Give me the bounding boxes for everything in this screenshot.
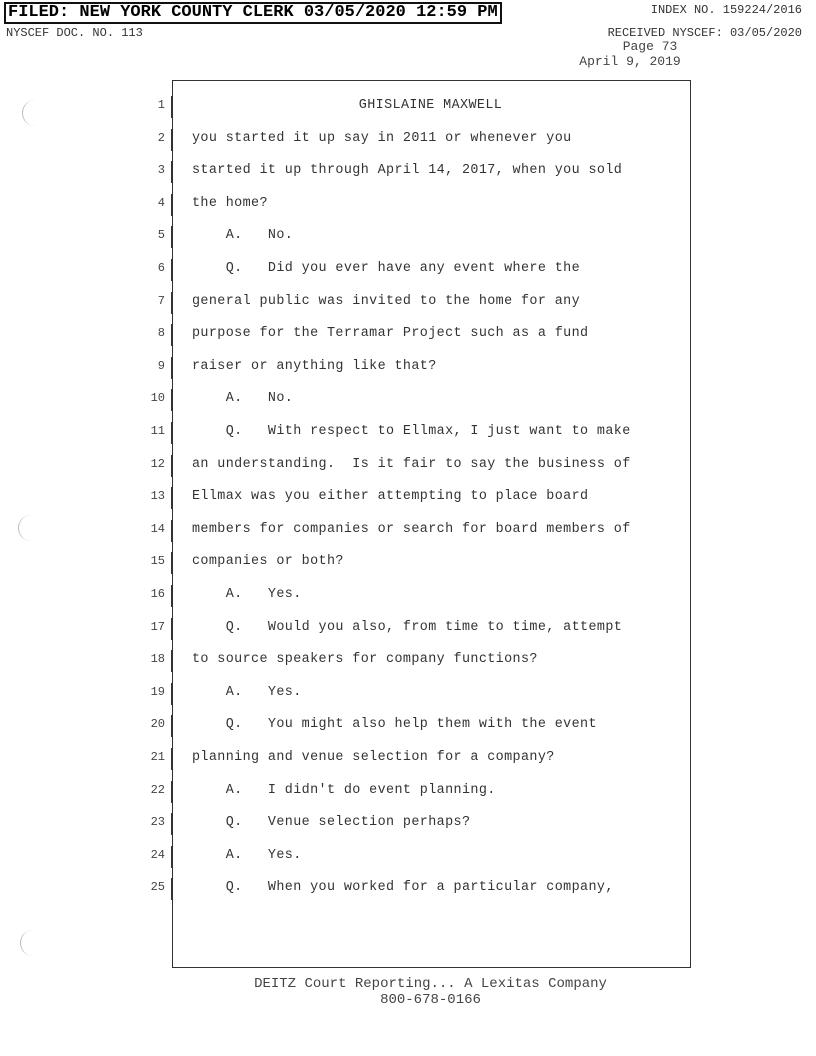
- line-number: 13: [150, 489, 165, 504]
- transcript-line: [0, 848, 700, 868]
- line-tick: [171, 422, 173, 444]
- transcript-line: [0, 261, 700, 281]
- line-number: 9: [157, 358, 165, 373]
- transcript-line: [0, 783, 700, 803]
- line-text: members for companies or search for board members of: [192, 521, 631, 537]
- line-tick: [171, 324, 173, 346]
- document-number: NYSCEF DOC. NO. 113: [6, 26, 143, 40]
- line-text: started it up through April 14, 2017, when you sold: [192, 163, 623, 179]
- transcript-line: [0, 717, 700, 737]
- line-tick: [171, 715, 173, 737]
- line-tick: [171, 292, 173, 314]
- transcript-line: [0, 522, 700, 542]
- line-text: to source speakers for company functions?: [192, 652, 538, 668]
- line-tick: [171, 129, 173, 151]
- line-tick: [171, 520, 173, 542]
- transcript-date: April 9, 2019: [579, 54, 681, 69]
- line-text: general public was invited to the home for any: [192, 293, 581, 309]
- transcript-line: [0, 359, 700, 379]
- line-text: Ellmax was you either attempting to place board: [192, 489, 589, 505]
- transcript-line: [0, 489, 700, 509]
- transcript-line: [0, 652, 700, 672]
- line-tick: [171, 161, 173, 183]
- line-tick: [171, 650, 173, 672]
- line-number: 17: [150, 619, 165, 634]
- index-number: INDEX NO. 159224/2016: [650, 3, 802, 17]
- line-number: 1: [157, 98, 165, 112]
- line-text: an understanding. Is it fair to say the business of: [192, 456, 631, 472]
- line-number: 16: [150, 587, 165, 601]
- line-number: 15: [150, 554, 165, 569]
- scan-artifact: [20, 930, 35, 956]
- line-tick: [171, 846, 173, 868]
- line-tick: [171, 226, 173, 248]
- line-number: 3: [157, 163, 165, 178]
- line-tick: [171, 194, 173, 216]
- line-number: 22: [150, 782, 165, 797]
- line-number: 2: [157, 130, 165, 145]
- page-number: Page 73: [622, 39, 678, 54]
- line-text: A. No.: [192, 391, 294, 407]
- line-text: A. No.: [192, 228, 294, 244]
- line-text: Q. When you worked for a particular company,: [192, 880, 614, 896]
- transcript-line: [0, 457, 700, 477]
- line-tick: [171, 389, 173, 411]
- line-tick: [171, 487, 173, 509]
- line-number: 7: [157, 293, 165, 308]
- transcript-line: [0, 228, 700, 248]
- filed-stamp: FILED: NEW YORK COUNTY CLERK 03/05/2020 12:59 PM: [4, 2, 502, 24]
- line-number: 19: [150, 684, 165, 699]
- line-number: 24: [150, 847, 165, 862]
- transcript-line: [0, 880, 700, 900]
- transcript-line: [0, 196, 700, 216]
- line-tick: [171, 552, 173, 574]
- transcript-line: [0, 163, 700, 183]
- line-number: 18: [150, 652, 165, 667]
- line-number: 21: [150, 750, 165, 764]
- line-number: 6: [157, 261, 165, 275]
- line-number: 11: [150, 424, 165, 438]
- line-tick: [171, 455, 173, 477]
- witness-name-heading: GHISLAINE MAXWELL: [358, 98, 503, 113]
- transcript-line: [0, 587, 700, 607]
- line-text: Q. With respect to Ellmax, I just want to make: [192, 424, 631, 439]
- line-text: you started it up say in 2011 or whenever you: [192, 130, 572, 146]
- line-text: the home?: [192, 195, 268, 211]
- line-text: A. Yes.: [192, 587, 302, 602]
- transcript-line: [0, 424, 700, 444]
- line-text: Q. You might also help them with the event: [192, 717, 597, 733]
- line-text: Q. Would you also, from time to time, attempt: [192, 619, 623, 635]
- line-text: raiser or anything like that?: [192, 358, 437, 374]
- line-number: 5: [157, 228, 165, 243]
- transcript-line: [0, 98, 700, 118]
- line-number: 4: [157, 195, 165, 210]
- line-tick: [171, 813, 173, 835]
- line-number: 8: [157, 326, 165, 341]
- transcript-line: [0, 554, 700, 574]
- transcript-line: [0, 391, 700, 411]
- reporter-company: DEITZ Court Reporting... A Lexitas Company: [254, 976, 607, 992]
- line-number: 14: [150, 521, 165, 536]
- line-tick: [171, 683, 173, 705]
- transcript-line: [0, 620, 700, 640]
- line-tick: [171, 357, 173, 379]
- line-text: Q. Venue selection perhaps?: [192, 815, 471, 831]
- line-text: planning and venue selection for a company?: [192, 750, 555, 765]
- line-tick: [171, 618, 173, 640]
- transcript-line: [0, 750, 700, 770]
- line-text: A. I didn't do event planning.: [192, 782, 496, 798]
- line-text: A. Yes.: [192, 847, 302, 863]
- line-text: Q. Did you ever have any event where the: [192, 261, 581, 276]
- line-text: purpose for the Terramar Project such as a fund: [192, 326, 589, 342]
- line-tick: [171, 781, 173, 803]
- line-tick: [171, 585, 173, 607]
- line-tick: [171, 878, 173, 900]
- line-number: 25: [150, 880, 165, 895]
- scan-artifact: [22, 100, 37, 126]
- line-tick: [171, 259, 173, 281]
- transcript-line: [0, 131, 700, 151]
- transcript-line: [0, 685, 700, 705]
- line-text: A. Yes.: [192, 684, 302, 700]
- line-number: 20: [150, 717, 165, 732]
- transcript-line: [0, 326, 700, 346]
- reporter-phone: 800-678-0166: [380, 992, 481, 1008]
- transcript-line: [0, 294, 700, 314]
- line-number: 12: [150, 456, 165, 471]
- line-number: 23: [150, 815, 165, 830]
- transcript-line: [0, 815, 700, 835]
- line-tick: [171, 748, 173, 770]
- line-text: companies or both?: [192, 554, 344, 570]
- line-number: 10: [150, 391, 165, 406]
- received-stamp: RECEIVED NYSCEF: 03/05/2020: [607, 26, 802, 40]
